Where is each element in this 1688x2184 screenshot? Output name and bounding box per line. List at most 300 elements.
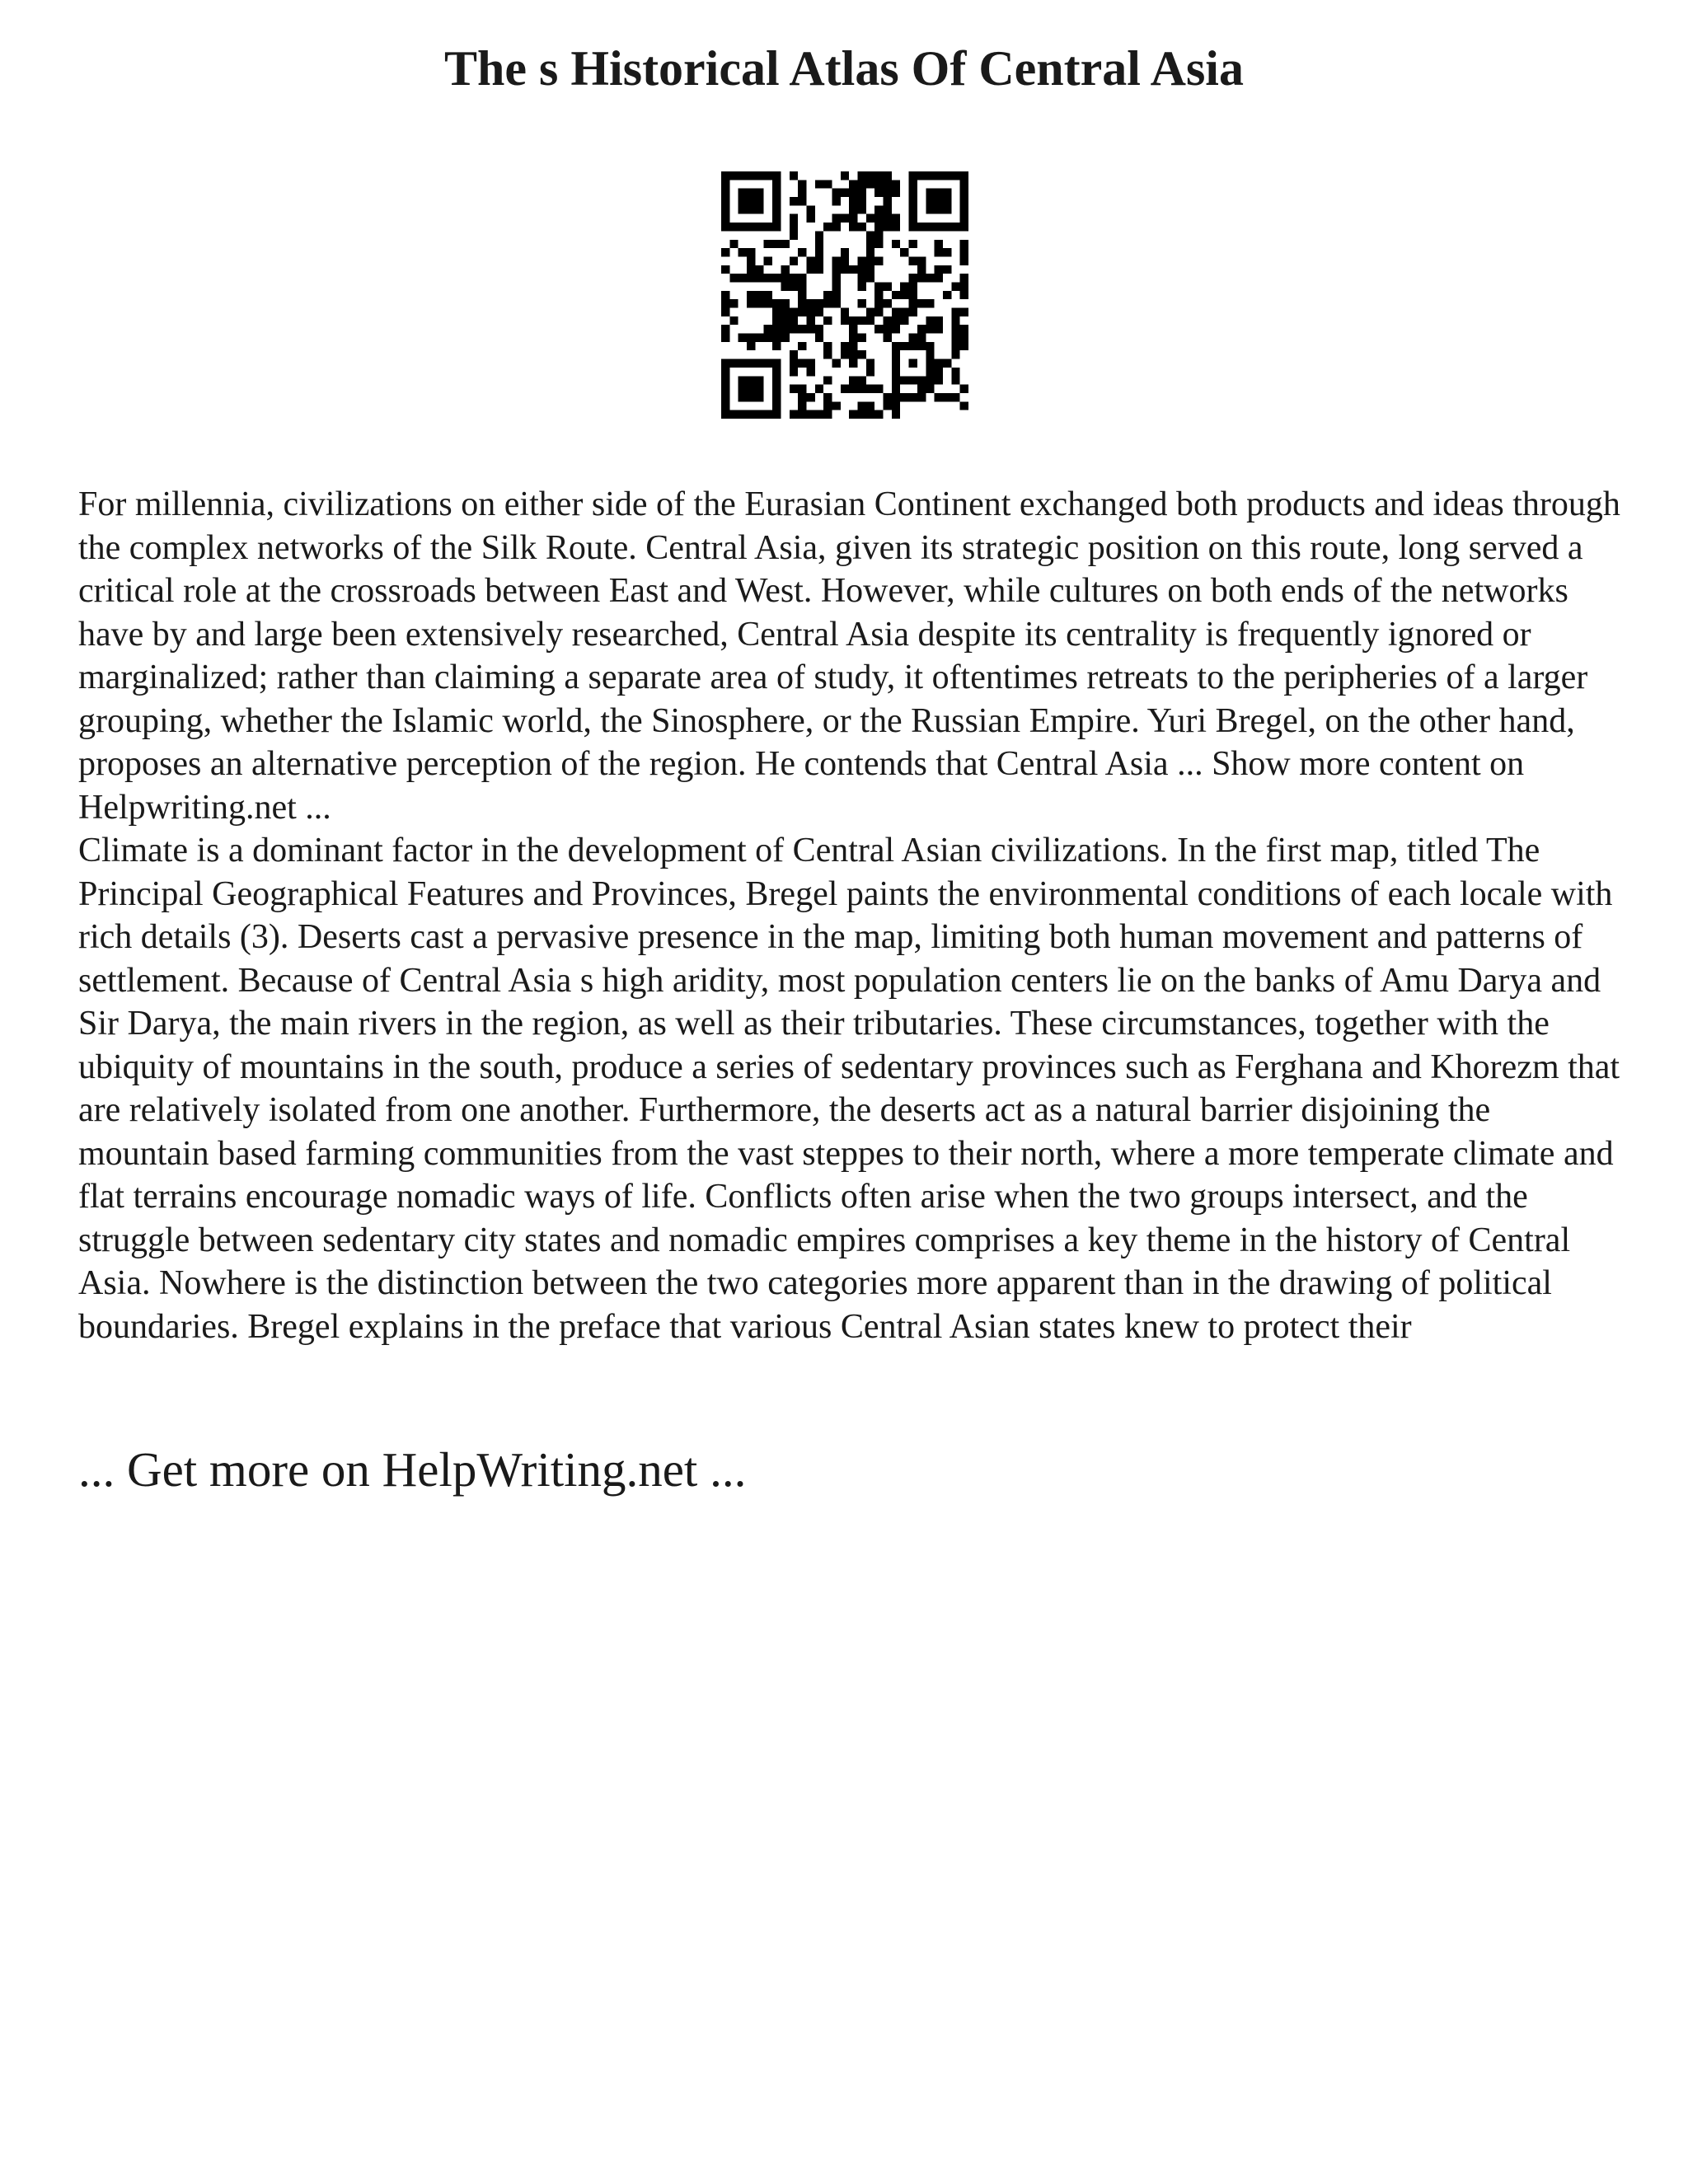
qr-module — [874, 205, 883, 213]
qr-module — [832, 214, 840, 223]
qr-module — [951, 368, 959, 376]
qr-module — [900, 308, 908, 316]
qr-module — [815, 231, 823, 239]
qr-module — [755, 205, 763, 213]
page-title: The s Historical Atlas Of Central Asia — [444, 41, 1244, 96]
qr-module — [866, 240, 874, 248]
qr-module — [858, 316, 866, 325]
qr-module — [747, 205, 755, 213]
qr-module — [755, 197, 763, 205]
qr-module — [815, 299, 823, 307]
qr-module — [823, 342, 832, 350]
qr-module — [960, 342, 968, 350]
qr-module — [960, 197, 968, 205]
qr-module — [772, 205, 781, 213]
qr-module — [926, 350, 934, 359]
qr-module — [935, 316, 943, 325]
qr-module — [823, 376, 832, 384]
qr-module — [764, 240, 772, 248]
qr-module — [926, 325, 934, 333]
qr-module — [900, 316, 908, 325]
qr-module — [926, 316, 934, 325]
qr-module — [874, 189, 883, 197]
qr-module — [738, 197, 747, 205]
qr-module — [721, 359, 729, 368]
qr-module — [823, 299, 832, 307]
qr-module — [849, 189, 857, 197]
qr-module — [790, 223, 798, 231]
qr-module — [909, 171, 917, 180]
qr-module — [926, 189, 934, 197]
qr-module — [926, 197, 934, 205]
qr-module — [755, 265, 763, 274]
qr-module — [772, 334, 781, 342]
qr-module — [781, 282, 789, 290]
qr-module — [772, 342, 781, 350]
qr-module — [772, 308, 781, 316]
qr-module — [900, 282, 908, 290]
qr-module — [858, 385, 866, 393]
qr-module — [900, 291, 908, 299]
qr-module — [790, 350, 798, 359]
qr-module — [781, 334, 789, 342]
qr-module — [935, 368, 943, 376]
qr-module — [815, 180, 823, 188]
qr-code-icon — [721, 171, 968, 419]
qr-module — [755, 410, 763, 419]
qr-module — [874, 282, 883, 290]
qr-module — [866, 214, 874, 223]
qr-module — [858, 171, 866, 180]
qr-module — [790, 274, 798, 282]
qr-module — [943, 291, 951, 299]
qr-module — [849, 214, 857, 223]
qr-module — [866, 410, 874, 419]
get-more-link[interactable]: ... Get more on HelpWriting.net ... — [78, 1442, 747, 1497]
qr-module — [755, 299, 763, 307]
qr-module — [951, 342, 959, 350]
qr-module — [815, 410, 823, 419]
qr-module — [806, 308, 814, 316]
qr-module — [755, 171, 763, 180]
qr-module — [772, 376, 781, 384]
qr-module — [935, 325, 943, 333]
qr-module — [926, 385, 934, 393]
qr-module — [874, 231, 883, 239]
qr-module — [866, 256, 874, 265]
qr-module — [790, 359, 798, 368]
qr-module — [926, 342, 934, 350]
qr-module — [892, 359, 900, 368]
qr-module — [798, 393, 806, 401]
qr-module — [943, 223, 951, 231]
qr-module — [738, 410, 747, 419]
qr-module — [917, 393, 926, 401]
qr-module — [823, 401, 832, 410]
qr-module — [815, 325, 823, 333]
qr-module — [884, 214, 892, 223]
qr-module — [721, 214, 729, 223]
qr-module — [917, 274, 926, 282]
qr-module — [874, 410, 883, 419]
qr-module — [849, 410, 857, 419]
qr-module — [772, 410, 781, 419]
qr-module — [909, 214, 917, 223]
qr-module — [721, 171, 729, 180]
qr-module — [798, 282, 806, 290]
qr-module — [772, 359, 781, 368]
qr-module — [721, 325, 729, 333]
qr-module — [806, 214, 814, 223]
qr-module — [747, 197, 755, 205]
qr-module — [823, 410, 832, 419]
qr-module — [798, 410, 806, 419]
qr-module — [960, 334, 968, 342]
qr-module — [841, 308, 849, 316]
qr-module — [738, 274, 747, 282]
qr-module — [858, 299, 866, 307]
qr-module — [884, 189, 892, 197]
qr-module — [926, 359, 934, 368]
qr-module — [874, 256, 883, 265]
qr-module — [909, 197, 917, 205]
qr-module — [721, 368, 729, 376]
qr-module — [951, 334, 959, 342]
qr-module — [917, 299, 926, 307]
qr-module — [815, 265, 823, 274]
qr-module — [917, 342, 926, 350]
qr-module — [721, 291, 729, 299]
article-body — [78, 483, 1628, 1348]
qr-module — [892, 401, 900, 410]
qr-module — [721, 410, 729, 419]
qr-module — [729, 274, 738, 282]
qr-module — [798, 299, 806, 307]
qr-module — [721, 308, 729, 316]
qr-module — [755, 393, 763, 401]
qr-module — [798, 197, 806, 205]
qr-module — [858, 180, 866, 188]
qr-module — [721, 180, 729, 188]
qr-module — [909, 205, 917, 213]
qr-module — [790, 171, 798, 180]
qr-module — [798, 385, 806, 393]
qr-module — [798, 308, 806, 316]
qr-module — [832, 223, 840, 231]
qr-module — [951, 223, 959, 231]
qr-module — [926, 368, 934, 376]
qr-module — [738, 189, 747, 197]
qr-module — [747, 265, 755, 274]
qr-module — [892, 410, 900, 419]
qr-module — [738, 205, 747, 213]
qr-module — [721, 299, 729, 307]
qr-module — [806, 410, 814, 419]
qr-module — [721, 401, 729, 410]
qr-module — [892, 291, 900, 299]
qr-module — [790, 325, 798, 333]
qr-module — [909, 342, 917, 350]
qr-module — [781, 325, 789, 333]
qr-module — [721, 189, 729, 197]
qr-module — [960, 325, 968, 333]
qr-module — [806, 256, 814, 265]
qr-module — [943, 171, 951, 180]
qr-module — [909, 274, 917, 282]
qr-module — [832, 189, 840, 197]
qr-module — [772, 316, 781, 325]
qr-module — [841, 189, 849, 197]
qr-module — [874, 180, 883, 188]
qr-module — [849, 376, 857, 384]
qr-module — [960, 205, 968, 213]
qr-module — [790, 316, 798, 325]
qr-module — [884, 316, 892, 325]
qr-module — [747, 376, 755, 384]
qr-module — [849, 205, 857, 213]
qr-module — [874, 214, 883, 223]
qr-module — [960, 308, 968, 316]
qr-module — [917, 376, 926, 384]
qr-module — [798, 180, 806, 188]
qr-module — [798, 274, 806, 282]
qr-module — [909, 299, 917, 307]
qr-module — [764, 223, 772, 231]
qr-module — [858, 205, 866, 213]
qr-module — [747, 256, 755, 265]
qr-module — [772, 274, 781, 282]
qr-module — [772, 325, 781, 333]
qr-module — [815, 334, 823, 342]
qr-module — [849, 325, 857, 333]
qr-module — [798, 325, 806, 333]
qr-module — [866, 171, 874, 180]
qr-module — [832, 359, 840, 368]
qr-module — [960, 189, 968, 197]
qr-module — [772, 171, 781, 180]
qr-module — [790, 385, 798, 393]
qr-module — [909, 334, 917, 342]
qr-module — [849, 350, 857, 359]
qr-module — [935, 393, 943, 401]
qr-module — [900, 376, 908, 384]
qr-module — [909, 256, 917, 265]
qr-module — [721, 205, 729, 213]
qr-module — [866, 359, 874, 368]
qr-module — [892, 223, 900, 231]
qr-module — [917, 171, 926, 180]
qr-module — [858, 265, 866, 274]
qr-module — [900, 342, 908, 350]
qr-module — [721, 385, 729, 393]
qr-module — [772, 189, 781, 197]
qr-module — [960, 180, 968, 188]
qr-module — [764, 274, 772, 282]
qr-module — [755, 189, 763, 197]
qr-module — [960, 256, 968, 265]
qr-module — [858, 410, 866, 419]
qr-module — [900, 248, 908, 256]
qr-module — [841, 248, 849, 256]
qr-module — [798, 359, 806, 368]
qr-module — [926, 171, 934, 180]
qr-module — [790, 231, 798, 239]
qr-module — [764, 325, 772, 333]
qr-module — [815, 256, 823, 265]
qr-module — [738, 334, 747, 342]
qr-module — [866, 248, 874, 256]
qr-module — [747, 359, 755, 368]
qr-module — [806, 205, 814, 213]
qr-module — [764, 410, 772, 419]
qr-module — [772, 393, 781, 401]
qr-module — [866, 231, 874, 239]
qr-module — [849, 385, 857, 393]
qr-module — [832, 265, 840, 274]
qr-module — [874, 240, 883, 248]
qr-module — [755, 376, 763, 384]
qr-module — [935, 274, 943, 282]
qr-module — [832, 274, 840, 282]
qr-module — [729, 410, 738, 419]
qr-module — [729, 316, 738, 325]
qr-module — [960, 240, 968, 248]
qr-module — [858, 334, 866, 342]
qr-module — [772, 299, 781, 307]
qr-module — [909, 359, 917, 368]
qr-module — [764, 359, 772, 368]
qr-module — [841, 350, 849, 359]
qr-module — [951, 282, 959, 290]
qr-module — [858, 197, 866, 205]
qr-module — [790, 214, 798, 223]
qr-module — [858, 256, 866, 265]
qr-module — [935, 240, 943, 248]
qr-module — [909, 282, 917, 290]
qr-module — [841, 265, 849, 274]
qr-module — [815, 385, 823, 393]
qr-module — [917, 325, 926, 333]
qr-module — [747, 274, 755, 282]
qr-module — [884, 223, 892, 231]
qr-module — [960, 223, 968, 231]
qr-module — [764, 334, 772, 342]
qr-module — [943, 197, 951, 205]
qr-module — [917, 256, 926, 265]
qr-module — [729, 171, 738, 180]
qr-module — [849, 223, 857, 231]
qr-module — [823, 291, 832, 299]
qr-module — [884, 401, 892, 410]
qr-module — [926, 223, 934, 231]
qr-module — [858, 282, 866, 290]
qr-module — [815, 308, 823, 316]
qr-module — [909, 240, 917, 248]
qr-module — [866, 401, 874, 410]
qr-module — [874, 308, 883, 316]
qr-module — [917, 334, 926, 342]
qr-module — [917, 265, 926, 274]
qr-module — [815, 248, 823, 256]
qr-module — [943, 359, 951, 368]
qr-module — [951, 325, 959, 333]
qr-module — [917, 385, 926, 393]
qr-module — [747, 342, 755, 350]
qr-module — [806, 299, 814, 307]
qr-module — [755, 359, 763, 368]
qr-module — [951, 316, 959, 325]
qr-module — [892, 189, 900, 197]
qr-module — [755, 274, 763, 282]
qr-module — [909, 291, 917, 299]
qr-module — [866, 316, 874, 325]
qr-module — [721, 376, 729, 384]
qr-module — [960, 401, 968, 410]
qr-module — [909, 393, 917, 401]
qr-module — [738, 385, 747, 393]
qr-module — [747, 410, 755, 419]
qr-module — [806, 359, 814, 368]
qr-module — [866, 308, 874, 316]
qr-module — [892, 240, 900, 248]
qr-module — [892, 393, 900, 401]
qr-module — [951, 376, 959, 384]
qr-module — [798, 248, 806, 256]
qr-module — [755, 385, 763, 393]
qr-module — [884, 334, 892, 342]
qr-module — [926, 274, 934, 282]
qr-module — [960, 291, 968, 299]
qr-module — [781, 274, 789, 282]
qr-module — [764, 171, 772, 180]
qr-module — [832, 197, 840, 205]
paragraph-climate: Climate is a dominant factor in the development of Central Asian civilizations. In the first map, titled The Principal Geographical Features and Provinces, Bregel paints the environmental conditions of each locale with rich details (3). Deserts cast a pervasive presence in the map, limiting both human movement and patterns of settlement. Because of Central Asia s high aridity, most population centers lie on the banks of Amu Darya and Sir Darya, the main rivers in the region, as well as their tributaries. These circumstances, together with the ubiquity of mountains in the south, produce a series of sedentary provinces such as Ferghana and Khorezm that are relatively isolated from one another. Furthermore, the deserts act as a natural barrier disjoining the mountain based farming communities from the vast steppes to their north, where a more temperate climate and flat terrains encourage nomadic ways of life. Conflicts often arise when the two groups intersect, and the struggle between sedentary city states and nomadic empires comprises a key theme in the history of Central Asia. Nowhere is the distinction between the two categories more apparent than in the drawing of political boundaries. Bregel explains in the preface that various Central Asian states knew to protect their — [78, 832, 1620, 1346]
qr-module — [960, 274, 968, 282]
qr-module — [806, 325, 814, 333]
qr-module — [849, 359, 857, 368]
qr-module — [815, 240, 823, 248]
qr-module — [866, 180, 874, 188]
qr-module — [935, 359, 943, 368]
qr-module — [874, 385, 883, 393]
qr-module — [790, 282, 798, 290]
qr-module — [738, 223, 747, 231]
qr-module — [858, 223, 866, 231]
qr-module — [823, 180, 832, 188]
qr-module — [951, 308, 959, 316]
qr-module — [721, 393, 729, 401]
qr-module — [806, 265, 814, 274]
qr-module — [764, 299, 772, 307]
qr-module — [764, 291, 772, 299]
qr-module — [858, 401, 866, 410]
qr-module — [866, 385, 874, 393]
qr-module — [790, 410, 798, 419]
qr-module — [935, 265, 943, 274]
qr-module — [884, 282, 892, 290]
qr-module — [909, 180, 917, 188]
qr-module — [951, 171, 959, 180]
qr-module — [790, 256, 798, 265]
qr-module — [747, 299, 755, 307]
qr-module — [858, 274, 866, 282]
paragraph-intro: For millennia, civilizations on either side of the Eurasian Continent exchanged both products and ideas through the complex networks of the Silk Route. Central Asia, given its strategic position on this route, long served a critical role at the crossroads between East and West. However, while cultures on both ends of the networks have by and large been extensively researched, Central Asia despite its centrality is frequently ignored or marginalized; rather than claiming a separate area of study, it oftentimes retreats to the peripheries of a larger grouping, whether the Islamic world, the Sinosphere, or the Russian Empire. Yuri Bregel, on the other hand, proposes an alternative perception of the region. He contends that Central Asia ... Show more content on Helpwriting.net ... — [78, 485, 1620, 827]
qr-module — [747, 334, 755, 342]
qr-module — [858, 189, 866, 197]
qr-module — [926, 205, 934, 213]
qr-module — [960, 385, 968, 393]
qr-module — [772, 240, 781, 248]
